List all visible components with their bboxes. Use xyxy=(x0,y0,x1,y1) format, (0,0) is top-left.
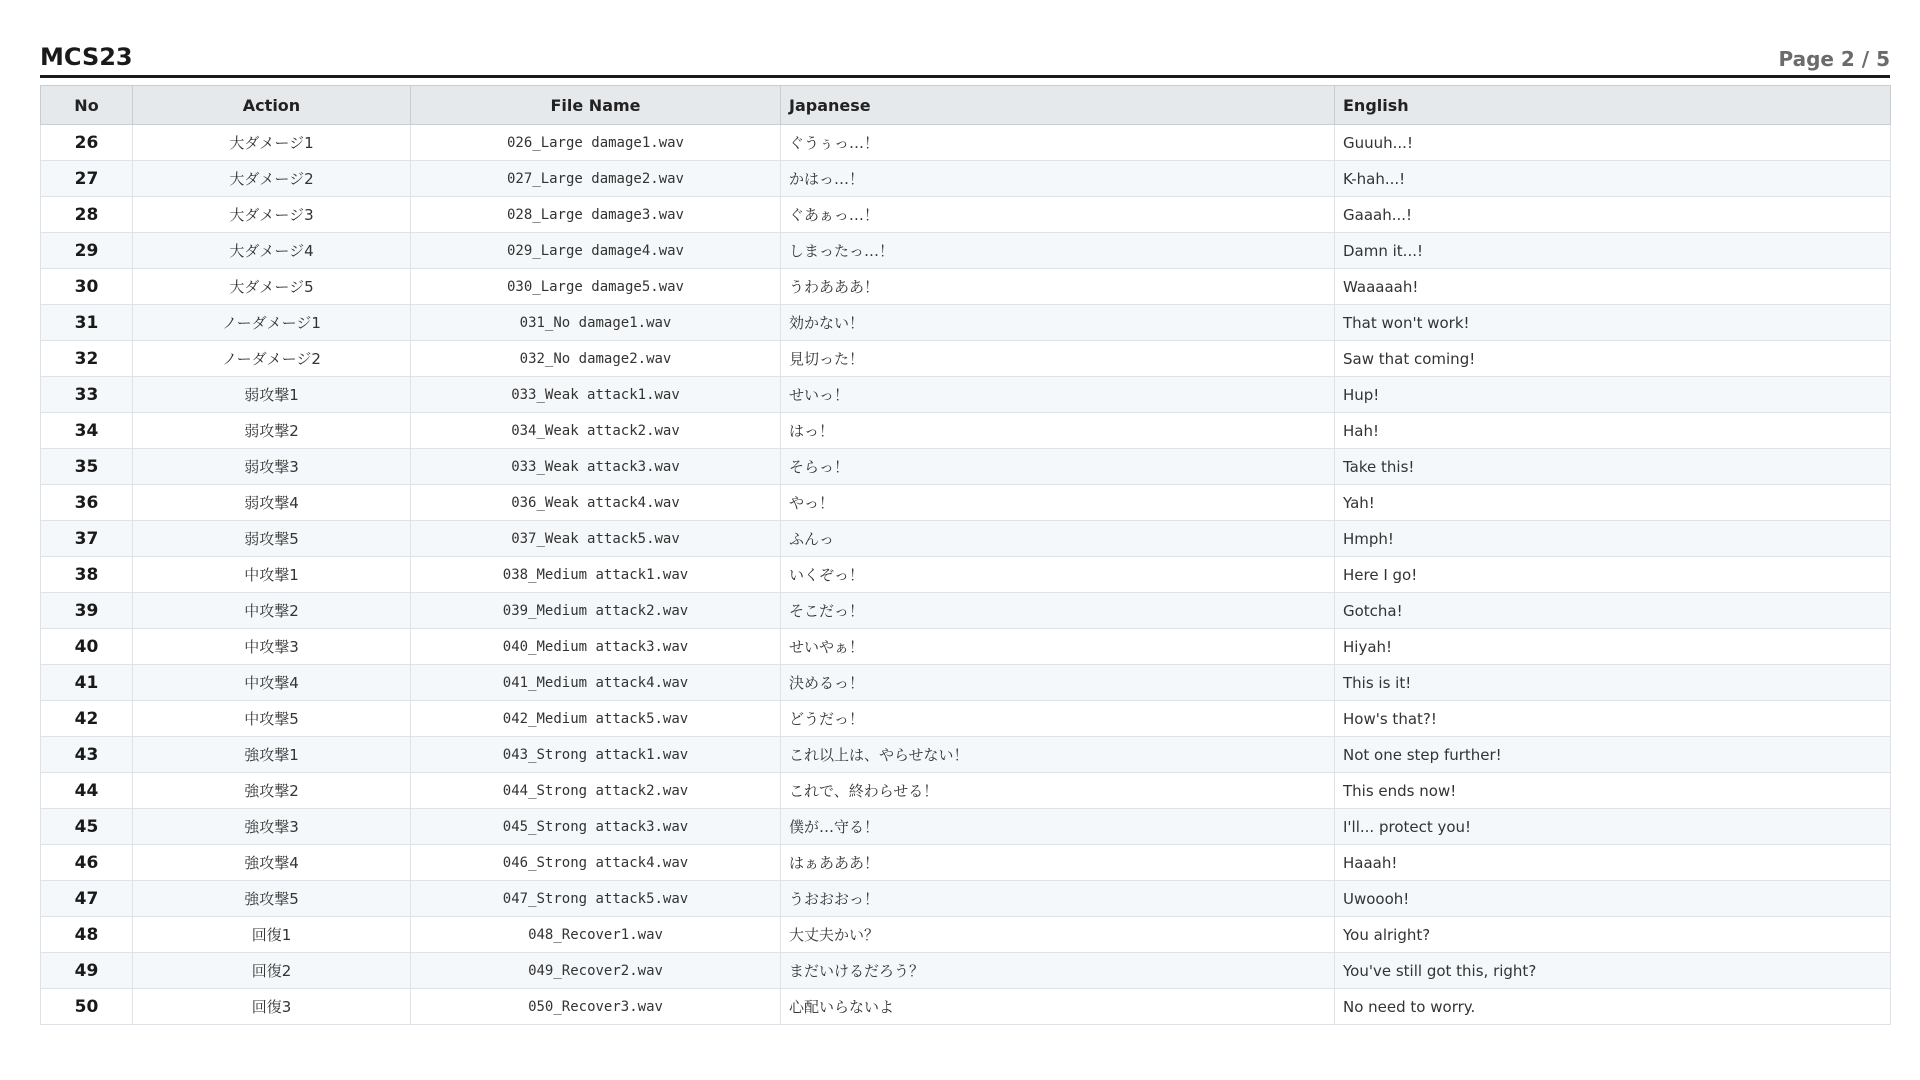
cell-no: 30 xyxy=(41,269,133,305)
cell-file-name: 040_Medium attack3.wav xyxy=(411,629,781,665)
cell-no: 33 xyxy=(41,377,133,413)
cell-action: 弱攻撃3 xyxy=(133,449,411,485)
cell-action: 中攻撃4 xyxy=(133,665,411,701)
cell-japanese: 心配いらないよ xyxy=(781,989,1335,1025)
table-row xyxy=(41,161,1891,197)
table-row xyxy=(41,269,1891,305)
cell-action: ノーダメージ1 xyxy=(133,305,411,341)
table-header xyxy=(41,86,1891,125)
cell-action: 強攻撃2 xyxy=(133,773,411,809)
cell-file-name: 046_Strong attack4.wav xyxy=(411,845,781,881)
table-row xyxy=(41,377,1891,413)
voice-line-table xyxy=(40,85,1891,1025)
table-row xyxy=(41,629,1891,665)
cell-no: 49 xyxy=(41,953,133,989)
cell-action: 中攻撃3 xyxy=(133,629,411,665)
cell-english: Hah! xyxy=(1335,413,1891,449)
cell-file-name: 038_Medium attack1.wav xyxy=(411,557,781,593)
cell-action: 弱攻撃5 xyxy=(133,521,411,557)
cell-japanese: やっ！ xyxy=(781,485,1335,521)
table-row xyxy=(41,521,1891,557)
cell-no: 31 xyxy=(41,305,133,341)
cell-action: 弱攻撃1 xyxy=(133,377,411,413)
cell-english: Hmph! xyxy=(1335,521,1891,557)
table-row xyxy=(41,881,1891,917)
cell-japanese: そらっ！ xyxy=(781,449,1335,485)
cell-file-name: 050_Recover3.wav xyxy=(411,989,781,1025)
table-row xyxy=(41,197,1891,233)
cell-no: 47 xyxy=(41,881,133,917)
cell-file-name: 047_Strong attack5.wav xyxy=(411,881,781,917)
cell-no: 43 xyxy=(41,737,133,773)
cell-japanese: はっ！ xyxy=(781,413,1335,449)
cell-action: 大ダメージ1 xyxy=(133,125,411,161)
cell-file-name: 037_Weak attack5.wav xyxy=(411,521,781,557)
cell-file-name: 034_Weak attack2.wav xyxy=(411,413,781,449)
cell-file-name: 031_No damage1.wav xyxy=(411,305,781,341)
document-page xyxy=(40,40,1890,1025)
column-header-no: No xyxy=(41,86,133,125)
cell-japanese: かはっ…！ xyxy=(781,161,1335,197)
cell-no: 34 xyxy=(41,413,133,449)
cell-no: 39 xyxy=(41,593,133,629)
cell-japanese: どうだっ！ xyxy=(781,701,1335,737)
cell-no: 45 xyxy=(41,809,133,845)
cell-english: Damn it...! xyxy=(1335,233,1891,269)
table-row xyxy=(41,701,1891,737)
cell-japanese: うわあああ！ xyxy=(781,269,1335,305)
cell-english: Uwoooh! xyxy=(1335,881,1891,917)
cell-no: 38 xyxy=(41,557,133,593)
table-row xyxy=(41,953,1891,989)
cell-japanese: しまったっ…！ xyxy=(781,233,1335,269)
cell-no: 27 xyxy=(41,161,133,197)
cell-english: No need to worry. xyxy=(1335,989,1891,1025)
cell-english: K-hah...! xyxy=(1335,161,1891,197)
cell-file-name: 048_Recover1.wav xyxy=(411,917,781,953)
cell-english: You alright? xyxy=(1335,917,1891,953)
page-indicator: Page 2 / 5 xyxy=(1778,47,1890,71)
cell-english: Gotcha! xyxy=(1335,593,1891,629)
cell-file-name: 030_Large damage5.wav xyxy=(411,269,781,305)
cell-action: ノーダメージ2 xyxy=(133,341,411,377)
cell-action: 強攻撃5 xyxy=(133,881,411,917)
cell-no: 32 xyxy=(41,341,133,377)
table-row xyxy=(41,917,1891,953)
cell-no: 46 xyxy=(41,845,133,881)
cell-action: 弱攻撃2 xyxy=(133,413,411,449)
cell-no: 42 xyxy=(41,701,133,737)
cell-english: Take this! xyxy=(1335,449,1891,485)
cell-japanese: ぐあぁっ…！ xyxy=(781,197,1335,233)
cell-english: Guuuh...! xyxy=(1335,125,1891,161)
cell-file-name: 044_Strong attack2.wav xyxy=(411,773,781,809)
cell-japanese: これ以上は、やらせない！ xyxy=(781,737,1335,773)
cell-file-name: 026_Large damage1.wav xyxy=(411,125,781,161)
cell-file-name: 027_Large damage2.wav xyxy=(411,161,781,197)
cell-file-name: 028_Large damage3.wav xyxy=(411,197,781,233)
cell-action: 強攻撃3 xyxy=(133,809,411,845)
cell-action: 回復2 xyxy=(133,953,411,989)
cell-action: 回復3 xyxy=(133,989,411,1025)
header-row xyxy=(41,86,1891,125)
cell-no: 48 xyxy=(41,917,133,953)
cell-english: I'll... protect you! xyxy=(1335,809,1891,845)
cell-japanese: せいっ！ xyxy=(781,377,1335,413)
cell-english: This ends now! xyxy=(1335,773,1891,809)
table-row xyxy=(41,665,1891,701)
table-row xyxy=(41,413,1891,449)
cell-english: Haaah! xyxy=(1335,845,1891,881)
column-header-japanese: Japanese xyxy=(781,86,1335,125)
table-row xyxy=(41,557,1891,593)
cell-action: 中攻撃1 xyxy=(133,557,411,593)
cell-action: 中攻撃2 xyxy=(133,593,411,629)
table-row xyxy=(41,845,1891,881)
cell-no: 28 xyxy=(41,197,133,233)
cell-japanese: せいやぁ！ xyxy=(781,629,1335,665)
table-row xyxy=(41,773,1891,809)
cell-japanese: 効かない！ xyxy=(781,305,1335,341)
cell-japanese: これで、終わらせる！ xyxy=(781,773,1335,809)
table-body xyxy=(41,125,1891,1025)
cell-english: How's that?! xyxy=(1335,701,1891,737)
cell-no: 36 xyxy=(41,485,133,521)
cell-no: 40 xyxy=(41,629,133,665)
cell-action: 強攻撃1 xyxy=(133,737,411,773)
cell-no: 41 xyxy=(41,665,133,701)
cell-action: 回復1 xyxy=(133,917,411,953)
cell-file-name: 049_Recover2.wav xyxy=(411,953,781,989)
cell-no: 35 xyxy=(41,449,133,485)
cell-japanese: うおおおっ！ xyxy=(781,881,1335,917)
cell-english: That won't work! xyxy=(1335,305,1891,341)
cell-file-name: 039_Medium attack2.wav xyxy=(411,593,781,629)
table-row xyxy=(41,737,1891,773)
cell-action: 大ダメージ5 xyxy=(133,269,411,305)
cell-english: Saw that coming! xyxy=(1335,341,1891,377)
table-row xyxy=(41,485,1891,521)
cell-no: 50 xyxy=(41,989,133,1025)
cell-japanese: 僕が…守る！ xyxy=(781,809,1335,845)
cell-no: 29 xyxy=(41,233,133,269)
cell-english: Gaaah...! xyxy=(1335,197,1891,233)
cell-file-name: 033_Weak attack1.wav xyxy=(411,377,781,413)
cell-english: Not one step further! xyxy=(1335,737,1891,773)
column-header-file-name: File Name xyxy=(411,86,781,125)
cell-japanese: 見切った！ xyxy=(781,341,1335,377)
cell-no: 37 xyxy=(41,521,133,557)
cell-file-name: 045_Strong attack3.wav xyxy=(411,809,781,845)
cell-english: You've still got this, right? xyxy=(1335,953,1891,989)
table-row xyxy=(41,341,1891,377)
cell-action: 大ダメージ3 xyxy=(133,197,411,233)
document-title: MCS23 xyxy=(40,43,133,71)
column-header-action: Action xyxy=(133,86,411,125)
cell-file-name: 029_Large damage4.wav xyxy=(411,233,781,269)
cell-no: 26 xyxy=(41,125,133,161)
table-row xyxy=(41,989,1891,1025)
cell-japanese: まだいけるだろう？ xyxy=(781,953,1335,989)
table-row xyxy=(41,233,1891,269)
cell-action: 弱攻撃4 xyxy=(133,485,411,521)
cell-file-name: 043_Strong attack1.wav xyxy=(411,737,781,773)
cell-file-name: 036_Weak attack4.wav xyxy=(411,485,781,521)
cell-english: Yah! xyxy=(1335,485,1891,521)
table-row xyxy=(41,809,1891,845)
page-header xyxy=(40,40,1890,78)
table-row xyxy=(41,125,1891,161)
cell-action: 大ダメージ2 xyxy=(133,161,411,197)
cell-japanese: そこだっ！ xyxy=(781,593,1335,629)
cell-english: This is it! xyxy=(1335,665,1891,701)
cell-file-name: 041_Medium attack4.wav xyxy=(411,665,781,701)
cell-english: Hiyah! xyxy=(1335,629,1891,665)
table-row xyxy=(41,593,1891,629)
cell-file-name: 042_Medium attack5.wav xyxy=(411,701,781,737)
cell-english: Here I go! xyxy=(1335,557,1891,593)
table-row xyxy=(41,305,1891,341)
table-row xyxy=(41,449,1891,485)
cell-action: 強攻撃4 xyxy=(133,845,411,881)
cell-action: 大ダメージ4 xyxy=(133,233,411,269)
cell-file-name: 032_No damage2.wav xyxy=(411,341,781,377)
cell-english: Waaaaah! xyxy=(1335,269,1891,305)
column-header-english: English xyxy=(1335,86,1891,125)
cell-english: Hup! xyxy=(1335,377,1891,413)
cell-japanese: ふんっ xyxy=(781,521,1335,557)
cell-japanese: 大丈夫かい？ xyxy=(781,917,1335,953)
cell-japanese: ぐうぅっ…！ xyxy=(781,125,1335,161)
cell-action: 中攻撃5 xyxy=(133,701,411,737)
cell-japanese: 決めるっ！ xyxy=(781,665,1335,701)
cell-file-name: 033_Weak attack3.wav xyxy=(411,449,781,485)
cell-japanese: はぁあああ！ xyxy=(781,845,1335,881)
cell-japanese: いくぞっ！ xyxy=(781,557,1335,593)
cell-no: 44 xyxy=(41,773,133,809)
